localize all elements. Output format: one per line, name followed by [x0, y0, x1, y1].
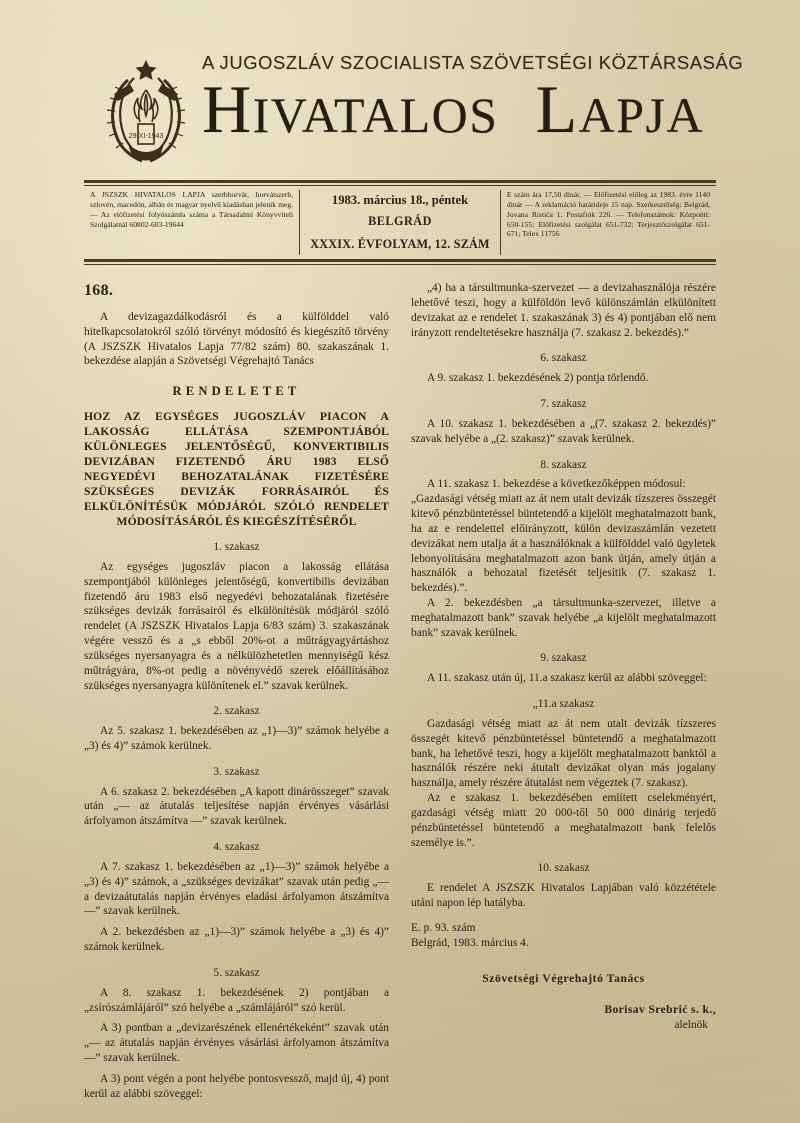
section-3-para-1: A 6. szakasz 2. bekezdésében „A kapott dinárösszeget” szavak után „— az átutalás teljesítése napján érvényes vásárlási árfolyamon átszámítva —” szavak kerülnek.: [84, 785, 389, 828]
section-heading-1: 1. szakasz: [213, 541, 260, 554]
masthead-main-title: [202, 71, 716, 147]
new-section-para-1: Gazdasági vétség miatt az át nem utalt devizák tízszeres összegét kitevő pénzbüntetéssel büntetendő a meghatalmazott bank, ha lehetővé teszi, hogy a kijelölt meghatalmazott banktól a használók részére neki átutalt devizákat olyan más jogalany használja, amely részére átutalást nem végeztek (7. szakasz).: [411, 717, 716, 790]
info-publication-languages: A JSZSZK HIVATALOS LAPJA szerbhorvát, horvátszerb, szlovén, macedón, albán és magyar nyelvű kiadásban jelenik meg. — Az előfizetési folyószámla száma a Társadalmi Könyvviteli Szolgálatnál 60802-603-19644: [90, 190, 294, 229]
continued-quote-paragraph: „4) ha a társultmunka-szervezet — a devizahasználója részére lehetővé teszi, hogy a külföldön levő különszámlán elkülönített devizakat az e rendelet 1. szakaszának 3) és 4) pontjában elő nem irányzott rendeltetésekre használja (7. szakasz 2. bekezdés).”: [411, 282, 716, 339]
page-inner: [84, 40, 744, 1102]
section-5-para-1: A 8. szakasz 1. bekezdésének 2) pontjában a „zsírószámlájáról” szó helyébe a „számlájáról” szó kerül.: [84, 986, 389, 1014]
section-6-para-1: A 9. szakasz 1. bekezdésének 2) pontja törlendő.: [427, 372, 649, 385]
section-8-para-3: A 2. bekezdésben „a társultmunka-szervezet, illetve a meghatalmazott bank” szavak helyébe „a kijelölt meghatalmazott bank” szavak kerülnek.: [411, 596, 716, 639]
masthead-kicker: A JUGOSZLÁV SZOCIALISTA SZÖVETSÉGI KÖZTÁRSASÁG: [202, 52, 744, 73]
title-word1-cap: H: [202, 71, 253, 147]
section-heading-3: 3. szakasz: [213, 765, 260, 778]
title-word2-rest: APJA: [578, 87, 705, 143]
title-word2-cap: L: [535, 71, 579, 147]
section-8-para-2: „Gazdasági vétség miatt az át nem utalt devizák tízszeres összegét kitevő pénzbüntetéssel büntetendő a kijelölt meghatalmazott bank, ha az e rendelettel előirányzott, külön devizaszámlán vezetett devizákat nem utalja át a használóknak a külfölddel való ügyletek lebonyolítására meghatalmazott azon bank útján, amely útján a használók a behozatal fizetését teljesítik (7. szakasz 1. bekezdés).”.: [411, 493, 716, 595]
section-heading-9: 9. szakasz: [540, 652, 587, 665]
section-heading-8: 8. szakasz: [540, 458, 587, 471]
act-number: 168.: [84, 282, 114, 300]
masthead-divider-thick: [84, 180, 716, 183]
section-7-para-1: A 10. szakasz 1. bekezdésében a „(7. szakasz 2. bekezdés)” szavak helyébe a „(2. szakasz)” szavak kerülnek.: [411, 417, 716, 445]
yugoslav-socialist-emblem-icon: [98, 56, 194, 168]
section-10-para-1: E rendelet A JSZSZK Hivatalos Lapjában való közzététele utáni napon lép hatályba.: [411, 882, 716, 910]
decree-word: RENDELETET: [172, 384, 301, 399]
place-and-date: Belgrád, 1983. március 4.: [411, 936, 529, 949]
body-columns: [84, 281, 716, 1101]
info-price-contacts: E szám ára 17,50 dinár. — Előfizetési előleg az 1983. évre 1140 dinár — A reklamáció határideje 15 nap. Szerkesztőség: Belgrád, Jovana Ristića 1. Postafiók 226. — Telefonszámok: Központi: 650-155; Előfizetési szolgálat 651-732; Terjesztőszolgálat 651-671; Telex 11756: [506, 190, 710, 239]
emblem-date-text: 29-XI-1943: [128, 133, 164, 140]
section-8-para-1: A 11. szakasz 1. bekezdése a következőképpen módosul:: [427, 478, 686, 491]
title-word1-rest: IVATALOS: [252, 87, 499, 143]
signature-organization: Szövetségi Végrehajtó Tanács: [482, 971, 645, 985]
masthead-info-strip: [84, 186, 716, 258]
section-4-para-2: A 2. bekezdésben az „1)—3)” számok helyébe a „3) és 4)” számok kerülnek.: [84, 926, 389, 954]
spacer: [411, 911, 716, 921]
info-divider-thick: [84, 259, 716, 262]
signature-role: alelnök: [674, 1018, 708, 1031]
section-5-para-2: A 3) pontban a „devizarészének ellenértékeként” szavak után „— az átutalás napján érvényes vásárlási árfolyamon átszámítva —” szavak kerülnek.: [84, 1022, 389, 1065]
issue-volume-number: XXXIX. ÉVFOLYAM, 12. SZÁM: [310, 237, 490, 252]
section-heading-10: 10. szakasz: [537, 862, 590, 875]
section-4-para-1: A 7. szakasz 1. bekezdésében az „1)—3)” számok helyébe a „3) és 4)” számok, a „szükséges devizákat” szavak után pedig „— a devizaátutalás napján érvényes eladási árfolyamon átszámítva —” szavak kerülnek.: [84, 860, 389, 918]
signature-name: Borisav Srebrić s. k.,: [604, 1002, 716, 1016]
reference-number: E. p. 93. szám: [411, 921, 476, 934]
section-5-para-3: A 3) pont végén a pont helyébe pontosvessző, majd új, 4) pont kerül az alábbi szöveggel:: [84, 1072, 389, 1100]
right-column: [411, 281, 716, 1101]
issue-city: BELGRÁD: [368, 214, 432, 229]
section-1-para-1: Az egységes jugoszláv piacon a lakosság ellátása szempontjából különleges jelentőségű, konvertibilis devizában fizetendő áru 1983 első negyedévi behozatalának fizetésére szükséges devizák forrásairól és elkülönítésük módjáról szóló rendelet (A JSZSZK Hivatalos Lapja 6/83 szám) 3. szakaszának végére vessző és a „s ebből 20%-ot a műtrágyagyártáshoz szükséges nyersanyagra és a nélkülözhetetlen mennyiségű kész műtrágyára, 8%-ot pedig a növényvédő szerek előállításához szükséges nyersanyagra különítenek el.” szavak kerülnek.: [84, 560, 389, 692]
section-heading-5: 5. szakasz: [213, 966, 260, 979]
info-issue-block: [299, 190, 501, 255]
section-9-para-1: A 11. szakasz után új, 11.a szakasz kerül az alábbi szöveggel:: [427, 672, 707, 685]
section-heading-4: 4. szakasz: [213, 841, 260, 854]
new-section-para-2: Az e szakasz 1. bekezdésében említett cselekményért, gazdasági vétség miatt 20 000-től 50 000 dinárig terjedő pénzbüntetéssel büntetendő a meghatalmazott bank felelős személye is.”.: [411, 792, 716, 849]
info-divider-thin: [84, 264, 716, 265]
masthead: [84, 52, 744, 174]
section-heading-2: 2. szakasz: [213, 705, 260, 718]
section-heading-7: 7. szakasz: [540, 398, 587, 411]
left-column: [84, 281, 389, 1101]
masthead-titles: [202, 52, 744, 147]
decree-title: HOZ AZ EGYSÉGES JUGOSZLÁV PIACON A LAKOSSÁG ELLÁTÁSA SZEMPONTJÁBÓL KÜLÖNLEGES JELENTŐSÉGŰ, KONVERTIBILIS DEVIZÁBAN FIZETENDŐ ÁRU 1983 ELSŐ NEGYEDÉVI BEHOZATALÁNAK FIZETÉSÉRE SZÜKSÉGES DEVIZÁK FORRÁSAIRÓL ÉS ELKÜLÖNÍTÉSÜK MÓDJÁRÓL SZÓLÓ RENDELET MÓDOSÍTÁSÁRÓL ÉS KIEGÉSZÍTÉSÉRŐL: [84, 409, 389, 528]
section-2-para-1: Az 5. szakasz 1. bekezdésében az „1)—3)” számok helyébe a „3) és 4)” számok kerülnek.: [84, 725, 389, 752]
preamble-paragraph: A devizagazdálkodásról és a külfölddel való hitelkapcsolatokról szóló törvényt módosító és kiegészítő törvény (A JSZSZK Hivatalos Lapja 77/82 szám) 80. szakaszának 1. bekezdése alapján a Szövetségi Végrehajtó Tanács: [84, 310, 389, 368]
new-section-heading: „11.a szakasz: [532, 698, 595, 711]
section-heading-6: 6. szakasz: [540, 352, 587, 365]
issue-date: 1983. március 18., péntek: [331, 193, 469, 207]
